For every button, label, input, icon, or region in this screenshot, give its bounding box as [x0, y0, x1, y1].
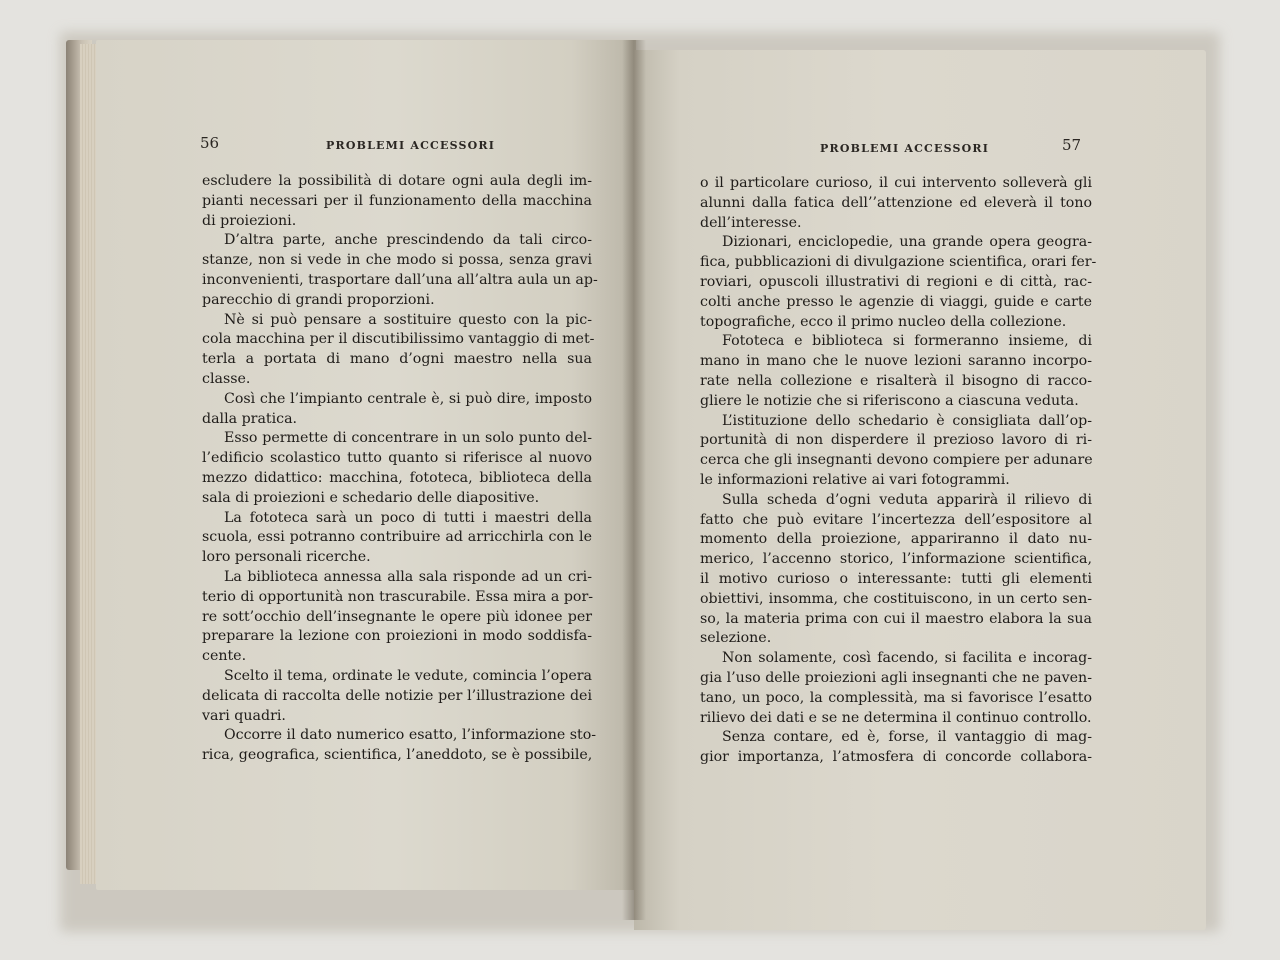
text-line: classe. [202, 370, 251, 387]
text-line: L’istituzione dello schedario è consigliata dall’op- [722, 412, 1092, 429]
text-line: pianti necessari per il funzionamento della macchina [202, 192, 592, 209]
text-line: rica, geografica, scientifica, l’aneddoto, se è possibile, [202, 747, 593, 764]
text-line: dell’interesse. [700, 214, 802, 231]
text-line: l’edificio scolastico tutto quanto si riferisce al nuovo [202, 450, 592, 467]
text-line: gia l’uso delle proiezioni agli insegnanti che ne paven- [700, 669, 1092, 686]
text-line: cola macchina per il discutibilissimo vantaggio di met- [202, 331, 595, 348]
text-line: Senza contare, ed è, forse, il vantaggio di mag- [722, 729, 1092, 746]
running-head-left: PROBLEMI ACCESSORI [326, 139, 496, 152]
text-line: obiettivi, insomma, che costituiscono, in un certo sen- [700, 590, 1092, 607]
text-line: cente. [202, 648, 247, 665]
text-line: Non solamente, così facendo, si facilita e incorag- [722, 650, 1092, 667]
text-line: fatto che può evitare l’incertezza dell’espositore al [700, 511, 1092, 528]
text-line: escludere la possibilità di dotare ogni aula degli im- [202, 173, 592, 189]
text-line: di proiezioni. [202, 212, 297, 229]
text-line: cerca che gli insegnanti devono compiere per adunare [700, 452, 1093, 469]
text-line: Dizionari, enciclopedie, una grande opera geogra- [722, 234, 1092, 251]
text-line: vari quadri. [202, 707, 286, 724]
text-line: il motivo curioso o interessante: tutti gli elementi [700, 570, 1092, 587]
text-line: le informazioni relative ai vari fotogrammi. [700, 471, 1010, 488]
text-line: rate nella collezione e risalterà il bisogno di racco- [700, 372, 1092, 389]
text-line: Sulla scheda d’ogni veduta apparirà il rilievo di [722, 491, 1092, 508]
text-line: loro personali ricerche. [202, 549, 371, 566]
text-line: alunni dalla fatica dell’’attenzione ed eleverà il tono [700, 194, 1092, 211]
text-line: roviari, opuscoli illustrativi di regioni e di città, rac- [700, 273, 1092, 290]
text-line: Esso permette di concentrare in un solo punto del- [224, 430, 592, 447]
text-line: terla a portata di mano d’ogni maestro nella sua [202, 351, 592, 368]
text-line: momento della proiezione, appariranno il dato nu- [700, 531, 1092, 548]
text-line: gliere le notizie che si riferiscono a ciascuna veduta. [700, 392, 1079, 409]
right-page [634, 50, 1206, 930]
page-number-right: 57 [1062, 136, 1082, 154]
text-line: selezione. [700, 630, 772, 647]
page-number-left: 56 [200, 134, 220, 152]
text-line: Nè si può pensare a sostituire questo con la pic- [224, 311, 592, 328]
left-page-text [202, 172, 598, 766]
text-line: mezzo didattico: macchina, fototeca, biblioteca della [202, 469, 592, 486]
text-line: scuola, essi potranno contribuire ad arricchirla con le [202, 529, 592, 546]
left-page [96, 40, 636, 890]
text-line: La fototeca sarà un poco di tutti i maestri della [224, 509, 592, 526]
text-line: La biblioteca annessa alla sala risponde ad un cri- [224, 568, 592, 585]
text-line: merico, l’accenno storico, l’informazione scientifica, [700, 551, 1092, 568]
text-line: rilievo dei dati e se ne determina il continuo controllo. [700, 709, 1092, 726]
text-line: preparare la lezione con proiezioni in modo soddisfa- [202, 628, 592, 645]
text-line: portunità di non disperdere il prezioso lavoro di ri- [700, 432, 1092, 449]
text-line: colti anche presso le agenzie di viaggi, guide e carte [700, 293, 1092, 310]
text-line: dalla pratica. [202, 410, 298, 427]
text-line: sala di proiezioni e schedario delle diapositive. [202, 489, 540, 506]
text-line: inconvenienti, trasportare dall’una all’altra aula un ap- [202, 271, 598, 288]
text-line: Scelto il tema, ordinate le vedute, comincia l’opera [224, 667, 592, 684]
text-line: parecchio di grandi proporzioni. [202, 291, 435, 308]
text-line: D’altra parte, anche prescindendo da tali circo- [224, 232, 592, 249]
text-line: o il particolare curioso, il cui intervento solleverà gli [700, 175, 1092, 191]
text-line: so, la materia prima con cui il maestro elabora la sua [700, 610, 1092, 627]
text-line: fica, pubblicazioni di divulgazione scientifica, orari fer- [700, 254, 1097, 271]
right-page-text [700, 174, 1097, 768]
book-gutter [622, 40, 646, 920]
text-line: mano in mano che le nuove lezioni saranno incorpo- [700, 353, 1092, 370]
text-line: tano, un poco, la complessità, ma si favorisce l’esatto [700, 689, 1092, 706]
text-line: Fototeca e biblioteca si formeranno insieme, di [722, 333, 1092, 350]
text-line: re sott’occhio dell’insegnante le opere più idonee per [202, 608, 592, 625]
text-line: terio di opportunità non trascurabile. Essa mira a por- [202, 588, 594, 605]
text-line: Così che l’impianto centrale è, si può dire, imposto [224, 390, 592, 407]
text-line: delicata di raccolta delle notizie per l’illustrazione dei [202, 687, 592, 704]
text-line: Occorre il dato numerico esatto, l’informazione sto- [224, 727, 597, 744]
text-line: topografiche, ecco il primo nucleo della collezione. [700, 313, 1067, 330]
text-line: stanze, non si vede in che modo si possa, senza gravi [202, 252, 592, 269]
running-head-right: PROBLEMI ACCESSORI [820, 142, 990, 155]
text-line: gior importanza, l’atmosfera di concorde collabora- [700, 749, 1092, 766]
